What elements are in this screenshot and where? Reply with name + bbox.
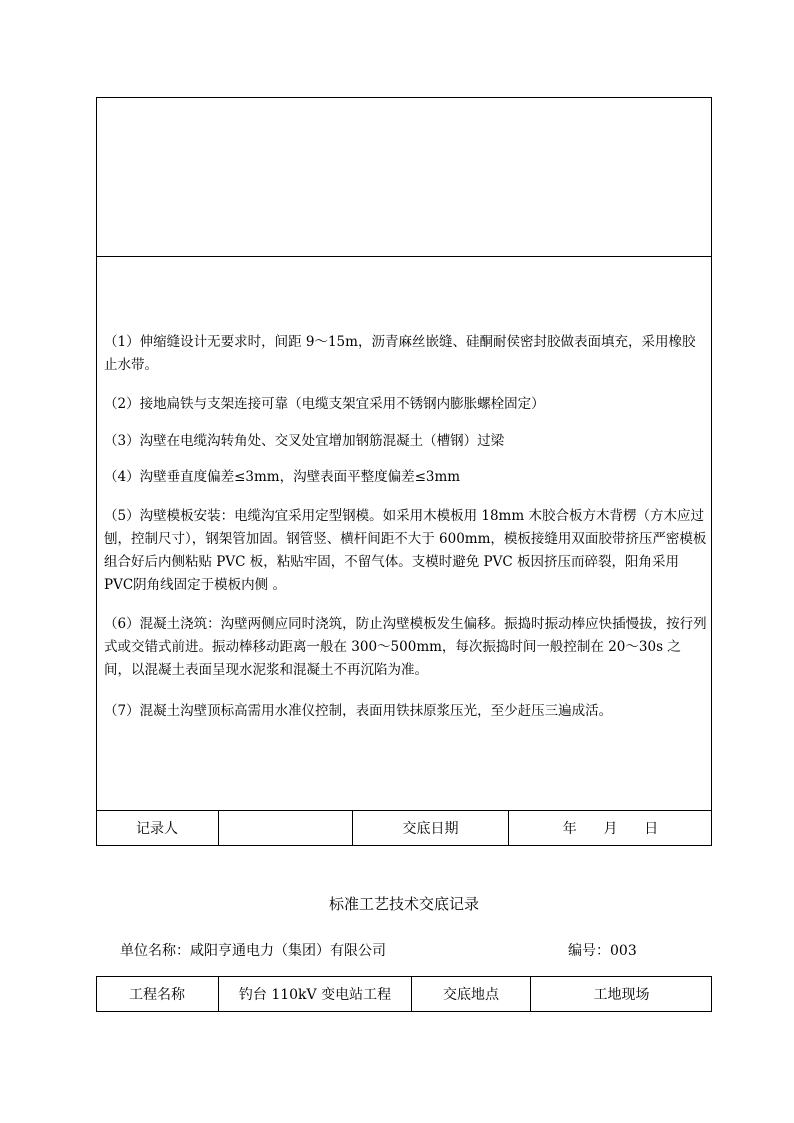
date-value: 年 月 日	[508, 810, 712, 846]
recorder-value	[218, 810, 352, 846]
content-item-1: （1）伸缩缝设计无要求时，间距 9～15m，沥青麻丝嵌缝、硅酮耐侯密封胶做表面填充，采用橡胶止水带。	[104, 334, 696, 373]
page-title: 标准工艺技术交底记录	[328, 895, 479, 913]
content-item-3: （3）沟壁在电缆沟转角处、交叉处宜增加钢筋混凝土（槽钢）过梁	[104, 433, 505, 449]
project-label: 工程名称	[129, 987, 185, 1003]
location-label: 交底地点	[411, 976, 530, 1012]
table-divider-top	[96, 256, 712, 257]
recorder-label: 记录人	[136, 821, 178, 837]
content-item-2: （2）接地扁铁与支架连接可靠（电缆支架宜采用不锈钢内膨胀螺栓固定）	[104, 396, 545, 412]
content-item-4: （4）沟壁垂直度偏差≤3mm，沟壁表面平整度偏差≤3mm	[104, 469, 461, 485]
location-value: 工地现场	[530, 976, 712, 1012]
project-value: 钓台 110kV 变电站工程	[218, 976, 411, 1012]
content-item-7: （7）混凝土沟壁顶标高需用水准仪控制，表面用铁抹原浆压光，至少赶压三遍成活。	[104, 703, 613, 719]
content-item-6: （6）混凝土浇筑：沟壁两侧应同时浇筑，防止沟壁模板发生偏移。振捣时振动棒应快插慢拔，按行列式或交错式前进。振动棒移动距离一般在 300～500mm，每次振捣时间一般控制在 20～30s 之间，以混凝土表面呈现水泥浆和混凝土不再沉陷为准。	[104, 616, 707, 678]
record-number: 编号：003	[568, 943, 637, 959]
date-label: 交底日期	[352, 810, 508, 846]
content-item-5: （5）沟壁模板安装：电缆沟宜采用定型钢模。如采用木模板用 18mm 木胶合板方木背楞（方木应过刨，控制尺寸），钢架管加固。钢管竖、横杆间距不大于 600mm，模板接缝用双面胶带挤压严密模板组合好后内侧粘贴 PVC 板，粘贴牢固，不留气体。支模时避免 PVC 板因挤压而碎裂，阳角采用PVC阴角线固定于模板内侧 。	[104, 508, 707, 593]
unit-name: 单位名称：咸阳亨通电力（集团）有限公司	[120, 943, 386, 959]
